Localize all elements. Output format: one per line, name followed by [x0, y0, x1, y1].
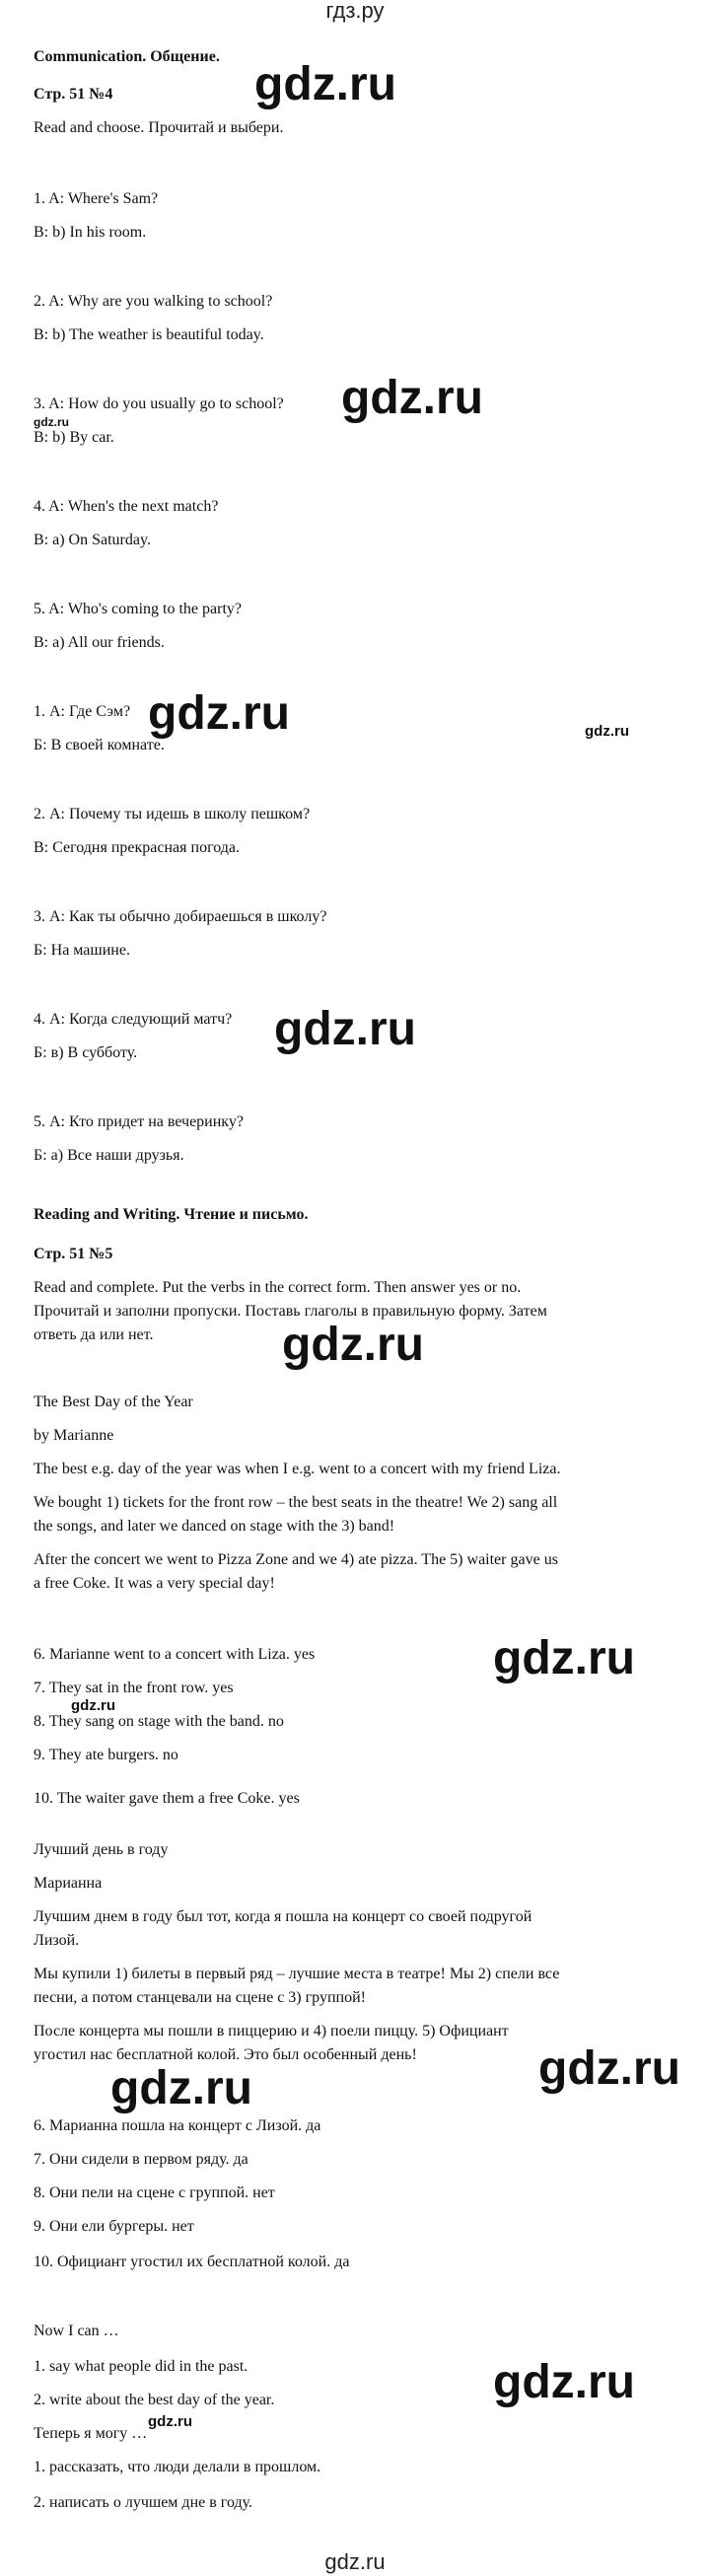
watermark: gdz.ru: [538, 2042, 680, 2095]
dialog-question-ru: 2. А: Почему ты идешь в школу пешком?: [34, 806, 311, 823]
watermark: gdz.ru: [282, 1319, 424, 1371]
dialog-question: 5. A: Who's coming to the party?: [34, 601, 242, 617]
story-line-ru: песни, а потом станцевали на сцене с 3) группой!: [34, 1989, 366, 2006]
story-line: We bought 1) tickets for the front row – the best seats in the theatre! We 2) sang all: [34, 1494, 558, 1511]
story-line: a free Coke. It was a very special day!: [34, 1575, 275, 1592]
summary-heading-ru: Теперь я могу …: [34, 2425, 148, 2442]
story-author-ru: Марианна: [34, 1875, 103, 1892]
dialog-question: 4. A: When's the next match?: [34, 498, 219, 515]
task-number: Стр. 51 №4: [34, 86, 113, 103]
dialog-answer: B: b) In his room.: [34, 224, 147, 241]
answer-line: 6. Marianne went to a concert with Liza. yes: [34, 1646, 316, 1663]
dialog-question-ru: 5. А: Кто придет на вечеринку?: [34, 1113, 244, 1130]
story-line-ru: Мы купили 1) билеты в первый ряд – лучшие места в театре! Мы 2) спели все: [34, 1966, 560, 1982]
answer-line-ru: 6. Марианна пошла на концерт с Лизой. да: [34, 2117, 321, 2134]
summary-heading: Now I can …: [34, 2323, 119, 2339]
story-line-ru: Лизой.: [34, 1932, 80, 1949]
story-author: by Marianne: [34, 1427, 114, 1444]
story-line: The best e.g. day of the year was when I e.g. went to a concert with my friend Liza.: [34, 1461, 561, 1477]
watermark: gdz.ru: [34, 415, 69, 429]
section-heading: Communication. Общение.: [34, 48, 220, 65]
task-instruction-line: ответь да или нет.: [34, 1326, 154, 1343]
answer-line: 9. They ate burgers. no: [34, 1747, 178, 1763]
dialog-answer: B: b) The weather is beautiful today.: [34, 326, 264, 343]
task-instruction-line: Read and complete. Put the verbs in the correct form. Then answer yes or no.: [34, 1279, 522, 1296]
watermark: gdz.ru: [110, 2062, 252, 2114]
dialog-answer-ru: Б: а) Все наши друзья.: [34, 1147, 184, 1164]
task-number: Стр. 51 №5: [34, 1246, 113, 1262]
dialog-answer-ru: Б: В своей комнате.: [34, 737, 165, 753]
watermark: gdz.ru: [148, 2413, 192, 2430]
story-line-ru: После концерта мы пошли в пиццерию и 4) поели пиццу. 5) Официант: [34, 2023, 509, 2039]
summary-item-ru: 2. написать о лучшем дне в году.: [34, 2494, 253, 2511]
watermark: gdz.ru: [148, 687, 290, 740]
dialog-question: 3. A: How do you usually go to school?: [34, 395, 284, 412]
story-line: After the concert we went to Pizza Zone and we 4) ate pizza. The 5) waiter gave us: [34, 1551, 558, 1568]
dialog-answer-ru: Б: в) В субботу.: [34, 1044, 138, 1061]
watermark: gdz.ru: [341, 372, 483, 424]
site-header: гдз.ру: [325, 0, 385, 23]
dialog-answer-ru: Б: На машине.: [34, 942, 130, 959]
story-line: the songs, and later we danced on stage with the 3) band!: [34, 1518, 395, 1535]
story-title: The Best Day of the Year: [34, 1394, 193, 1410]
dialog-answer: B: a) All our friends.: [34, 634, 165, 651]
summary-item-ru: 1. рассказать, что люди делали в прошлом.: [34, 2459, 321, 2475]
task-instruction: Read and choose. Прочитай и выбери.: [34, 119, 284, 136]
dialog-question: 1. A: Where's Sam?: [34, 190, 159, 207]
summary-item: 1. say what people did in the past.: [34, 2358, 248, 2375]
summary-item: 2. write about the best day of the year.: [34, 2392, 275, 2408]
answer-line: 7. They sat in the front row. yes: [34, 1680, 234, 1696]
watermark: gdz.ru: [493, 1632, 635, 1684]
dialog-answer: B: b) By car.: [34, 429, 114, 446]
answer-line-ru: 10. Официант угостил их бесплатной колой. да: [34, 2254, 350, 2270]
dialog-question-ru: 1. А: Где Сэм?: [34, 703, 131, 720]
answer-line-ru: 8. Они пели на сцене с группой. нет: [34, 2184, 275, 2201]
story-title-ru: Лучший день в году: [34, 1841, 169, 1858]
answer-line-ru: 9. Они ели бургеры. нет: [34, 2218, 194, 2235]
watermark: gdz.ru: [254, 58, 396, 110]
watermark: gdz.ru: [274, 1003, 416, 1055]
watermark: gdz.ru: [71, 1697, 115, 1714]
task-instruction-line: Прочитай и заполни пропуски. Поставь глаголы в правильную форму. Затем: [34, 1303, 547, 1320]
section-heading: Reading and Writing. Чтение и письмо.: [34, 1206, 309, 1223]
answer-line: 10. The waiter gave them a free Coke. yes: [34, 1790, 300, 1807]
watermark: gdz.ru: [493, 2356, 635, 2408]
watermark: gdz.ru: [585, 723, 629, 740]
answer-line-ru: 7. Они сидели в первом ряду. да: [34, 2151, 248, 2168]
site-footer: gdz.ru: [324, 2549, 386, 2574]
answer-line: 8. They sang on stage with the band. no: [34, 1713, 284, 1730]
story-line-ru: угостил нас бесплатной колой. Это был особенный день!: [34, 2046, 417, 2063]
dialog-question-ru: 4. А: Когда следующий матч?: [34, 1011, 233, 1028]
dialog-question-ru: 3. А: Как ты обычно добираешься в школу?: [34, 908, 327, 925]
dialog-answer-ru: В: Сегодня прекрасная погода.: [34, 839, 241, 856]
dialog-answer: B: a) On Saturday.: [34, 532, 151, 548]
dialog-question: 2. A: Why are you walking to school?: [34, 293, 273, 310]
story-line-ru: Лучшим днем в году был тот, когда я пошла на концерт со своей подругой: [34, 1908, 532, 1925]
